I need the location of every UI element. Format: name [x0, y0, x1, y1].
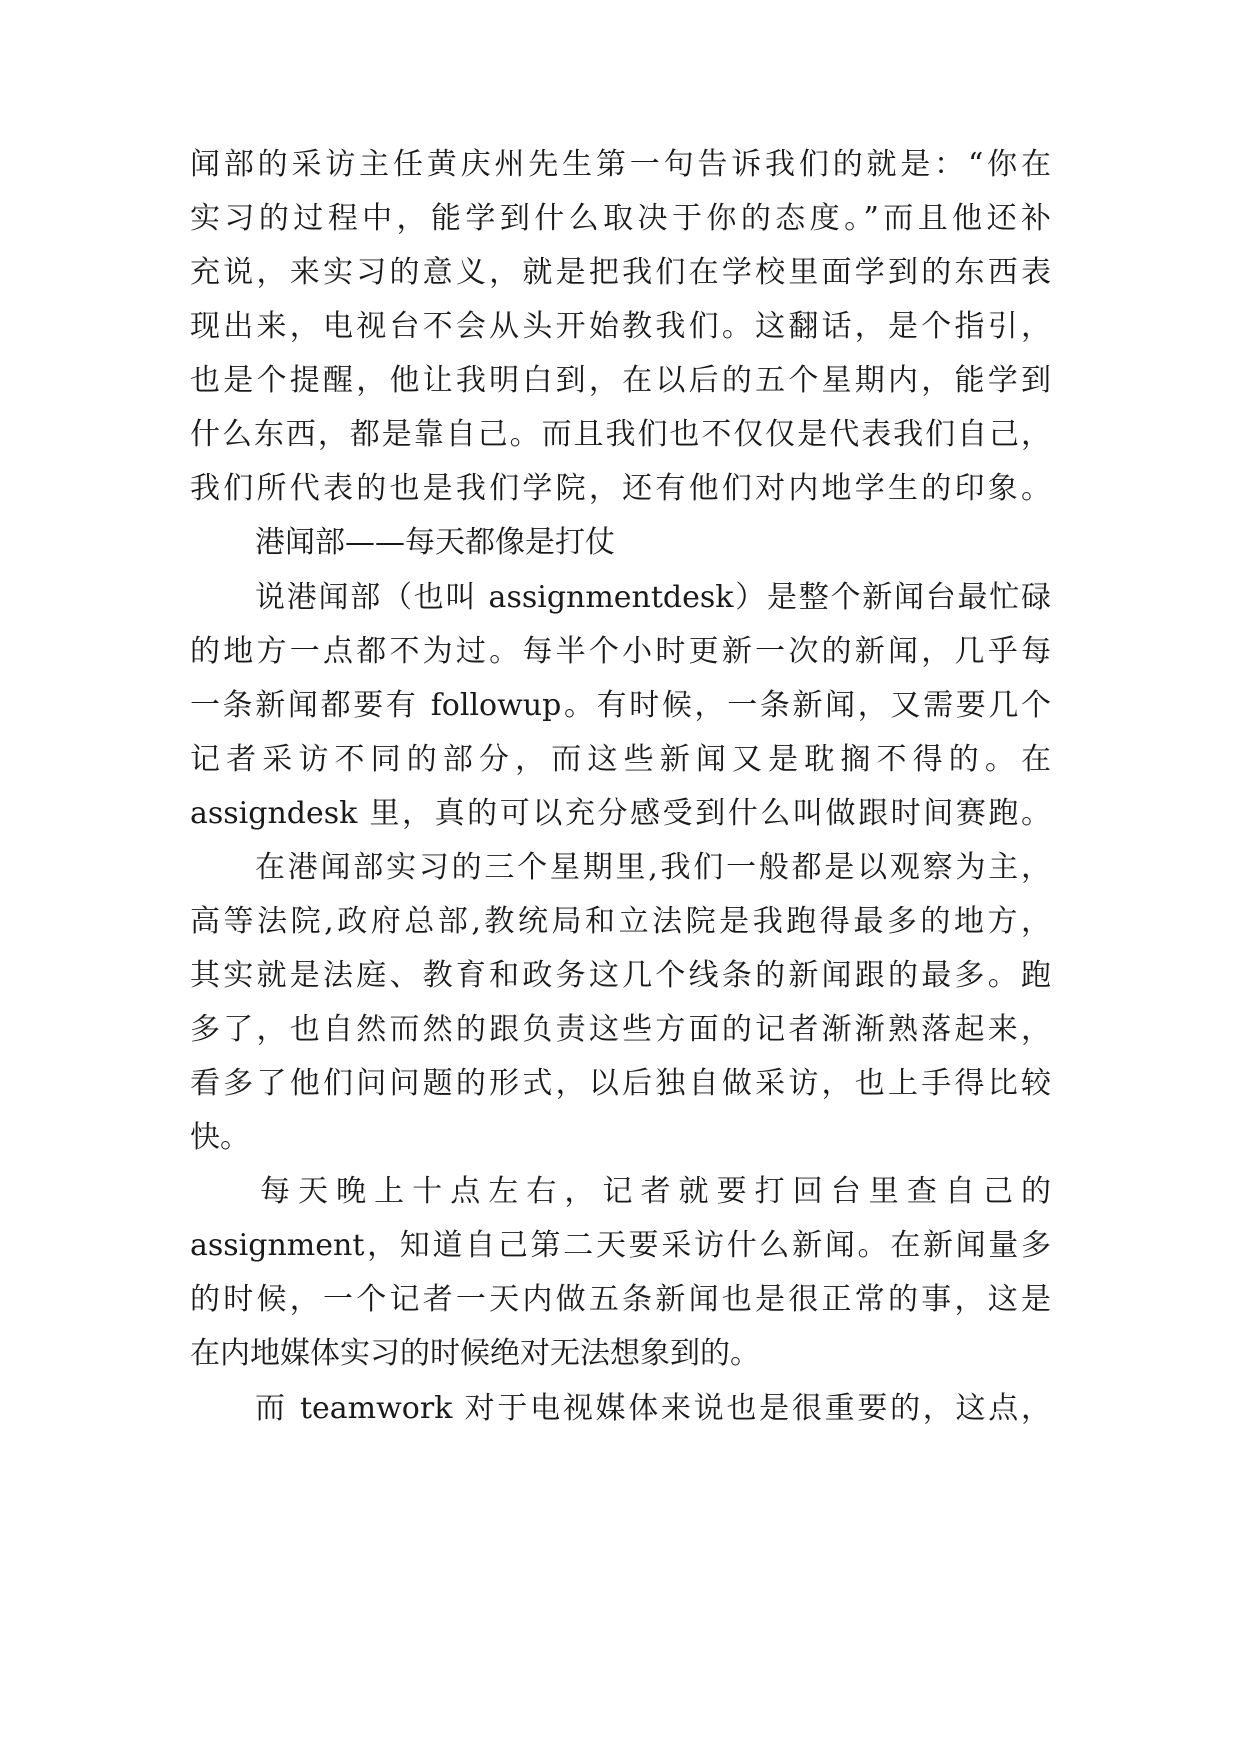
paragraph-line: 多了，也自然而然的跟负责这些方面的记者渐渐熟落起来，	[190, 1012, 1051, 1047]
paragraph-line: 的地方一点都不为过。每半个小时更新一次的新闻，几乎每	[190, 634, 1051, 669]
paragraph-line: 我们所代表的也是我们学院，还有他们对内地学生的印象。	[190, 471, 1051, 506]
paragraph-line: 在港闻部实习的三个星期里,我们一般都是以观察为主，	[255, 850, 1051, 885]
paragraph-line: 充说，来实习的意义，就是把我们在学校里面学到的东西表	[190, 255, 1051, 290]
paragraph-line: 实习的过程中，能学到什么取决于你的态度。”而且他还补	[190, 201, 1051, 236]
paragraph-line: 快。	[190, 1120, 250, 1155]
paragraph-line: 说港闻部（也叫 assignmentdesk）是整个新闻台最忙碌	[255, 580, 1051, 615]
paragraph-line: 一条新闻都要有 followup。有时候，一条新闻，又需要几个	[190, 688, 1051, 723]
paragraph-line: 什么东西，都是靠自己。而且我们也不仅仅是代表我们自己，	[190, 417, 1051, 452]
paragraph-line: 高等法院,政府总部,教统局和立法院是我跑得最多的地方，	[190, 904, 1051, 939]
paragraph-line: 也是个提醒，他让我明白到，在以后的五个星期内，能学到	[190, 363, 1051, 398]
section-heading: 港闻部——每天都像是打仗	[255, 525, 615, 560]
paragraph-line: 其实就是法庭、教育和政务这几个线条的新闻跟的最多。跑	[190, 958, 1051, 993]
paragraph-line: 看多了他们问问题的形式，以后独自做采访，也上手得比较	[190, 1066, 1051, 1101]
paragraph-line: 闻部的采访主任黄庆州先生第一句告诉我们的就是：“你在	[190, 147, 1051, 182]
paragraph-line: assigndesk 里，真的可以充分感受到什么叫做跟时间赛跑。	[190, 796, 1051, 831]
paragraph-line: 现出来，电视台不会从头开始教我们。这翻话，是个指引，	[190, 309, 1051, 344]
paragraph-line: 每天晚上十点左右，记者就要打回台里查自己的	[260, 1174, 1051, 1209]
paragraph-line: 的时候，一个记者一天内做五条新闻也是很正常的事，这是	[190, 1282, 1051, 1317]
paragraph-line: 记者采访不同的部分，而这些新闻又是耽搁不得的。在	[190, 742, 1051, 777]
paragraph-line: 而 teamwork 对于电视媒体来说也是很重要的，这点，	[255, 1391, 1051, 1426]
paragraph-line: 在内地媒体实习的时候绝对无法想象到的。	[190, 1336, 760, 1371]
paragraph-line: assignment，知道自己第二天要采访什么新闻。在新闻量多	[190, 1228, 1051, 1263]
